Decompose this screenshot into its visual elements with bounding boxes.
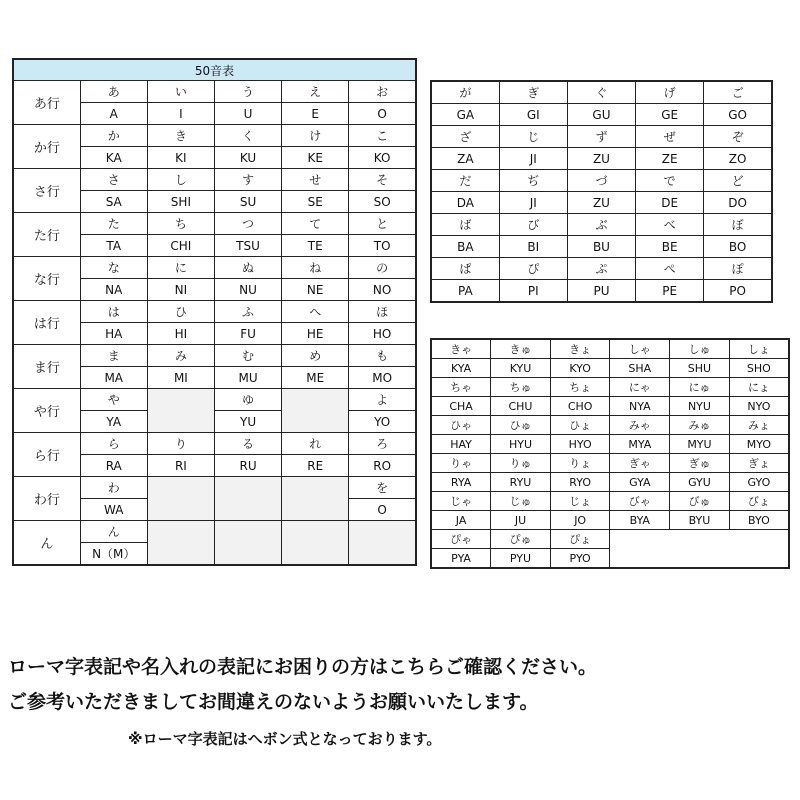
- kana-cell: みょ: [729, 416, 789, 435]
- row-label: ま行: [13, 345, 80, 389]
- kana-cell: ひ: [147, 301, 214, 323]
- table-row: [13, 301, 416, 323]
- kana-cell: せ: [282, 169, 349, 191]
- romaji-cell: PYU: [491, 549, 551, 569]
- kana-cell: づ: [567, 170, 635, 192]
- table-row: [431, 280, 772, 303]
- note-line-2: ご参考いただきましてお間違えのないようお願いいたします。: [8, 691, 539, 713]
- empty-cell: [282, 521, 349, 566]
- kana-cell: ん: [80, 521, 147, 543]
- kana-cell: ちょ: [550, 378, 610, 397]
- kana-cell: て: [282, 213, 349, 235]
- kana-cell: や: [80, 389, 147, 411]
- romaji-cell: ZA: [431, 148, 499, 170]
- romaji-cell: CHA: [431, 397, 491, 416]
- romaji-cell: KYO: [550, 359, 610, 378]
- kana-cell: ご: [704, 81, 772, 104]
- romaji-cell: FU: [214, 323, 281, 345]
- romaji-cell: CHI: [147, 235, 214, 257]
- table-row: [13, 433, 416, 455]
- romaji-cell: GI: [499, 104, 567, 126]
- romaji-cell: KU: [214, 147, 281, 169]
- kana-cell: ま: [80, 345, 147, 367]
- kana-cell: す: [214, 169, 281, 191]
- kana-cell: な: [80, 257, 147, 279]
- row-label: わ行: [13, 477, 80, 521]
- kana-cell: ぎゅ: [670, 454, 730, 473]
- kana-cell: ほ: [349, 301, 416, 323]
- romaji-cell: BO: [704, 236, 772, 258]
- kana-cell: ぬ: [214, 257, 281, 279]
- romaji-cell: RYU: [491, 473, 551, 492]
- kana-cell: ろ: [349, 433, 416, 455]
- kana-cell: く: [214, 125, 281, 147]
- kana-cell: にょ: [729, 378, 789, 397]
- romaji-cell: PA: [431, 280, 499, 303]
- kana-cell: は: [80, 301, 147, 323]
- table-row: [431, 511, 789, 530]
- kana-cell: ぞ: [704, 126, 772, 148]
- romaji-cell: SHA: [610, 359, 670, 378]
- romaji-cell: KO: [349, 147, 416, 169]
- romaji-cell: ZU: [567, 148, 635, 170]
- kana-cell: きゅ: [491, 339, 551, 359]
- table-row: [431, 236, 772, 258]
- table-row: [431, 104, 772, 126]
- kana-cell: ぎょ: [729, 454, 789, 473]
- romaji-cell: SHO: [729, 359, 789, 378]
- table-title: 50音表: [13, 59, 416, 81]
- romaji-cell: O: [349, 103, 416, 125]
- romaji-cell: DE: [636, 192, 704, 214]
- romaji-cell: HI: [147, 323, 214, 345]
- table-row: [13, 345, 416, 367]
- note-line-3: ※ローマ字表記はヘボン式となっております。: [128, 730, 442, 748]
- romaji-cell: NYO: [729, 397, 789, 416]
- romaji-cell: PU: [567, 280, 635, 303]
- kana-cell: ちゅ: [491, 378, 551, 397]
- table-row: [431, 359, 789, 378]
- kana-cell: きょ: [550, 339, 610, 359]
- romaji-cell: GYA: [610, 473, 670, 492]
- kana-cell: ば: [431, 214, 499, 236]
- romaji-cell: RYA: [431, 473, 491, 492]
- empty-cell: [729, 549, 789, 569]
- kana-cell: ひゅ: [491, 416, 551, 435]
- romaji-cell: RI: [147, 455, 214, 477]
- romaji-cell: GO: [704, 104, 772, 126]
- kana-cell: あ: [80, 81, 147, 103]
- empty-cell: [214, 521, 281, 566]
- empty-cell: [147, 521, 214, 566]
- kana-cell: え: [282, 81, 349, 103]
- kana-cell: ら: [80, 433, 147, 455]
- kana-cell: ひょ: [550, 416, 610, 435]
- romaji-cell: YU: [214, 411, 281, 433]
- kana-cell: りょ: [550, 454, 610, 473]
- empty-cell: [147, 477, 214, 521]
- romaji-cell: KE: [282, 147, 349, 169]
- kana-cell: ふ: [214, 301, 281, 323]
- kana-cell: ぼ: [704, 214, 772, 236]
- table-row: [431, 378, 789, 397]
- table-row: [431, 81, 772, 104]
- romaji-cell: HO: [349, 323, 416, 345]
- romaji-cell: NYA: [610, 397, 670, 416]
- empty-cell: [670, 530, 730, 549]
- row-label: な行: [13, 257, 80, 301]
- kana-cell: きゃ: [431, 339, 491, 359]
- row-label: さ行: [13, 169, 80, 213]
- row-label: ら行: [13, 433, 80, 477]
- romaji-cell: GE: [636, 104, 704, 126]
- kana-cell: ゆ: [214, 389, 281, 411]
- kana-cell: しゅ: [670, 339, 730, 359]
- note-line-1: ローマ字表記や名入れの表記にお困りの方はこちらご確認ください。: [8, 656, 598, 678]
- romaji-cell: NU: [214, 279, 281, 301]
- kana-cell: べ: [636, 214, 704, 236]
- kana-cell: じゃ: [431, 492, 491, 511]
- romaji-cell: BA: [431, 236, 499, 258]
- table-row: [13, 213, 416, 235]
- table-row: [13, 125, 416, 147]
- kana-cell: ぴゃ: [431, 530, 491, 549]
- romaji-cell: PI: [499, 280, 567, 303]
- kana-cell: じ: [499, 126, 567, 148]
- romaji-cell: BI: [499, 236, 567, 258]
- kana-cell: にゃ: [610, 378, 670, 397]
- romaji-cell: MO: [349, 367, 416, 389]
- kana-cell: しょ: [729, 339, 789, 359]
- kana-cell: ぎ: [499, 81, 567, 104]
- empty-cell: [349, 521, 416, 566]
- kana-cell: を: [349, 477, 416, 499]
- table-row: [431, 473, 789, 492]
- romaji-cell: KI: [147, 147, 214, 169]
- row-label: ん: [13, 521, 80, 566]
- romaji-cell: I: [147, 103, 214, 125]
- romaji-cell: MYA: [610, 435, 670, 454]
- kana-cell: お: [349, 81, 416, 103]
- romaji-cell: ZE: [636, 148, 704, 170]
- kana-cell: ぐ: [567, 81, 635, 104]
- romaji-cell: NO: [349, 279, 416, 301]
- kana-cell: び: [499, 214, 567, 236]
- romaji-cell: NI: [147, 279, 214, 301]
- romaji-cell: MYO: [729, 435, 789, 454]
- kana-cell: け: [282, 125, 349, 147]
- kana-cell: ぴゅ: [491, 530, 551, 549]
- kana-cell: みゃ: [610, 416, 670, 435]
- kana-cell: れ: [282, 433, 349, 455]
- kana-cell: ぎゃ: [610, 454, 670, 473]
- kana-cell: ぽ: [704, 258, 772, 280]
- romaji-cell: TO: [349, 235, 416, 257]
- romaji-cell: A: [80, 103, 147, 125]
- table-row: [431, 492, 789, 511]
- romaji-cell: JA: [431, 511, 491, 530]
- romaji-cell: GU: [567, 104, 635, 126]
- kana-cell: じょ: [550, 492, 610, 511]
- table-row: [431, 435, 789, 454]
- table-row: [431, 126, 772, 148]
- romaji-cell: HYO: [550, 435, 610, 454]
- kana-cell: い: [147, 81, 214, 103]
- kana-cell: へ: [282, 301, 349, 323]
- romaji-cell: YO: [349, 411, 416, 433]
- romaji-cell: BE: [636, 236, 704, 258]
- romaji-cell: KYU: [491, 359, 551, 378]
- romaji-cell: GYO: [729, 473, 789, 492]
- kana-cell: ぶ: [567, 214, 635, 236]
- kana-cell: ぷ: [567, 258, 635, 280]
- romaji-cell: E: [282, 103, 349, 125]
- romaji-cell: MYU: [670, 435, 730, 454]
- kana-cell: ど: [704, 170, 772, 192]
- kana-cell: げ: [636, 81, 704, 104]
- table-row: [13, 477, 416, 499]
- romaji-cell: O: [349, 499, 416, 521]
- romaji-cell: NYU: [670, 397, 730, 416]
- romaji-cell: YA: [80, 411, 147, 433]
- kana-cell: ぺ: [636, 258, 704, 280]
- row-label: は行: [13, 301, 80, 345]
- romaji-cell: TA: [80, 235, 147, 257]
- kana-cell: が: [431, 81, 499, 104]
- romaji-cell: KA: [80, 147, 147, 169]
- romaji-cell: RE: [282, 455, 349, 477]
- romaji-cell: MA: [80, 367, 147, 389]
- table-row: [431, 416, 789, 435]
- kana-cell: で: [636, 170, 704, 192]
- kana-cell: こ: [349, 125, 416, 147]
- romaji-cell: HA: [80, 323, 147, 345]
- kana-cell: と: [349, 213, 416, 235]
- kana-cell: よ: [349, 389, 416, 411]
- kana-cell: ず: [567, 126, 635, 148]
- romaji-cell: HE: [282, 323, 349, 345]
- kana-cell: りゅ: [491, 454, 551, 473]
- romaji-cell: U: [214, 103, 281, 125]
- romaji-cell: SHU: [670, 359, 730, 378]
- romaji-cell: JO: [550, 511, 610, 530]
- empty-cell: [610, 549, 670, 569]
- empty-cell: [729, 530, 789, 549]
- romaji-cell: JI: [499, 148, 567, 170]
- table-row: [13, 389, 416, 411]
- romaji-cell: RO: [349, 455, 416, 477]
- romaji-cell: WA: [80, 499, 147, 521]
- romaji-cell: PO: [704, 280, 772, 303]
- table-row: [431, 397, 789, 416]
- kana-cell: だ: [431, 170, 499, 192]
- kana-cell: り: [147, 433, 214, 455]
- kana-cell: つ: [214, 213, 281, 235]
- kana-cell: みゅ: [670, 416, 730, 435]
- kana-cell: さ: [80, 169, 147, 191]
- romaji-cell: NA: [80, 279, 147, 301]
- kana-cell: う: [214, 81, 281, 103]
- romaji-cell: ME: [282, 367, 349, 389]
- kana-cell: ね: [282, 257, 349, 279]
- kana-cell: ぴょ: [550, 530, 610, 549]
- romaji-cell: RU: [214, 455, 281, 477]
- kana-cell: びゃ: [610, 492, 670, 511]
- empty-cell: [147, 389, 214, 433]
- romaji-cell: TE: [282, 235, 349, 257]
- table-row: [431, 339, 789, 359]
- table-row: [13, 81, 416, 103]
- dakuten-table: [430, 80, 773, 303]
- romaji-cell: ZO: [704, 148, 772, 170]
- kana-cell: ざ: [431, 126, 499, 148]
- romaji-cell: SU: [214, 191, 281, 213]
- kana-cell: じゅ: [491, 492, 551, 511]
- row-label: あ行: [13, 81, 80, 125]
- empty-cell: [282, 477, 349, 521]
- table-row: [13, 169, 416, 191]
- kana-cell: そ: [349, 169, 416, 191]
- empty-cell: [214, 477, 281, 521]
- kana-cell: し: [147, 169, 214, 191]
- romaji-cell: CHU: [491, 397, 551, 416]
- kana-cell: ち: [147, 213, 214, 235]
- kana-cell: る: [214, 433, 281, 455]
- romaji-cell: HAY: [431, 435, 491, 454]
- romaji-cell: HYU: [491, 435, 551, 454]
- romaji-cell: PYO: [550, 549, 610, 569]
- kana-cell: か: [80, 125, 147, 147]
- row-label: や行: [13, 389, 80, 433]
- yoon-table: [430, 338, 790, 569]
- romaji-cell: BU: [567, 236, 635, 258]
- kana-cell: にゅ: [670, 378, 730, 397]
- romaji-cell: BYU: [670, 511, 730, 530]
- kana-cell: ひゃ: [431, 416, 491, 435]
- kana-cell: りゃ: [431, 454, 491, 473]
- kana-cell: ぜ: [636, 126, 704, 148]
- romaji-cell: MI: [147, 367, 214, 389]
- romaji-cell: KYA: [431, 359, 491, 378]
- kana-cell: しゃ: [610, 339, 670, 359]
- table-row: [431, 258, 772, 280]
- kana-cell: た: [80, 213, 147, 235]
- romaji-cell: BYA: [610, 511, 670, 530]
- romaji-cell: SHI: [147, 191, 214, 213]
- table-row: [431, 530, 789, 549]
- row-label: か行: [13, 125, 80, 169]
- romaji-cell: DO: [704, 192, 772, 214]
- kana-cell: びょ: [729, 492, 789, 511]
- romaji-cell: JI: [499, 192, 567, 214]
- romaji-cell: BYO: [729, 511, 789, 530]
- romaji-cell: PYA: [431, 549, 491, 569]
- romaji-cell: PE: [636, 280, 704, 303]
- romaji-cell: RA: [80, 455, 147, 477]
- romaji-cell: JU: [491, 511, 551, 530]
- table-row: [431, 549, 789, 569]
- romaji-cell: SA: [80, 191, 147, 213]
- romaji-cell: MU: [214, 367, 281, 389]
- kana-cell: ちゃ: [431, 378, 491, 397]
- empty-cell: [610, 530, 670, 549]
- empty-cell: [282, 389, 349, 433]
- kana-cell: わ: [80, 477, 147, 499]
- title-row: [13, 59, 416, 81]
- kana-cell: も: [349, 345, 416, 367]
- kana-cell: き: [147, 125, 214, 147]
- row-label: た行: [13, 213, 80, 257]
- romaji-cell: TSU: [214, 235, 281, 257]
- table-row: [13, 257, 416, 279]
- romaji-cell: SO: [349, 191, 416, 213]
- table-row: [431, 148, 772, 170]
- table-row: [13, 521, 416, 543]
- table-row: [431, 170, 772, 192]
- romaji-cell: RYO: [550, 473, 610, 492]
- romaji-cell: SE: [282, 191, 349, 213]
- table-row: [431, 454, 789, 473]
- kana-cell: ぢ: [499, 170, 567, 192]
- romaji-cell: N（M）: [80, 543, 147, 566]
- kana-cell: む: [214, 345, 281, 367]
- romaji-cell: DA: [431, 192, 499, 214]
- romaji-cell: ZU: [567, 192, 635, 214]
- kana-cell: びゅ: [670, 492, 730, 511]
- romaji-cell: GA: [431, 104, 499, 126]
- kana-cell: め: [282, 345, 349, 367]
- table-row: [431, 192, 772, 214]
- gojuon-table: [12, 58, 417, 566]
- kana-cell: ぱ: [431, 258, 499, 280]
- kana-cell: の: [349, 257, 416, 279]
- romaji-cell: GYU: [670, 473, 730, 492]
- romaji-cell: NE: [282, 279, 349, 301]
- kana-cell: ぴ: [499, 258, 567, 280]
- kana-cell: み: [147, 345, 214, 367]
- table-row: [431, 214, 772, 236]
- romaji-cell: CHO: [550, 397, 610, 416]
- kana-cell: に: [147, 257, 214, 279]
- empty-cell: [670, 549, 730, 569]
